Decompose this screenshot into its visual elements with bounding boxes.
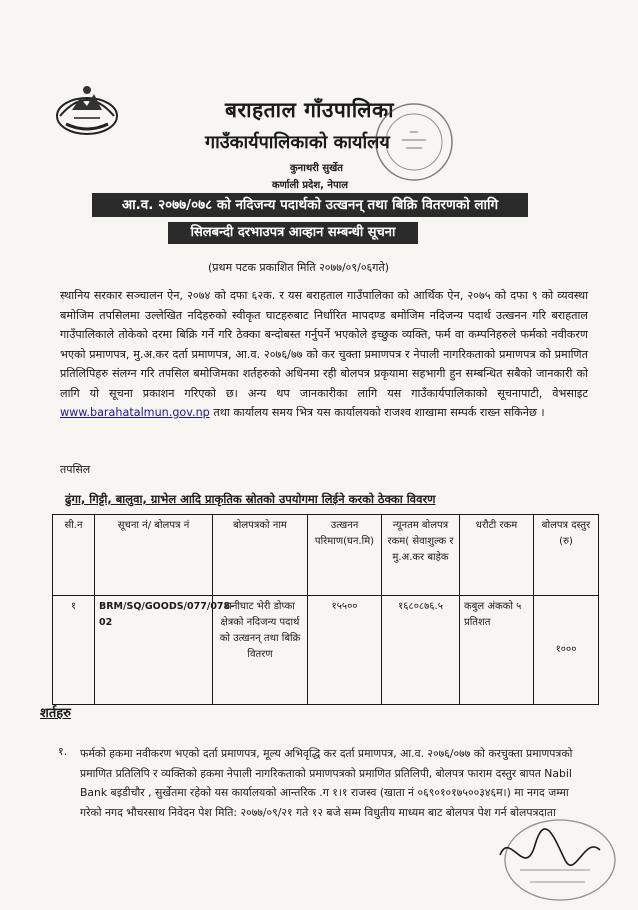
terms-title: शर्तहरु — [40, 706, 71, 721]
address-line-2: कर्णाली प्रदेश, नेपाल — [272, 180, 349, 191]
body-text-part-2: तथा कार्यालय समय भित्र यस कार्यालयको राजश्व शाखामा सम्पर्क राख्न सकिनेछ । — [213, 406, 545, 419]
header-fee: बोलपत्र दस्तुर (रु) — [534, 515, 599, 596]
cell-fee: १००० — [534, 596, 599, 705]
header-min-rate: न्यूनतम बोलपत्र रकम( सेवाशुल्क र मु.अ.कर बाहेक — [382, 515, 460, 596]
header-sn: सी.न — [53, 515, 95, 596]
header-name: बोलपत्रको नाम — [213, 515, 308, 596]
office-name: गाउँकार्यपालिकाको कार्यालय — [205, 132, 390, 153]
notice-title-line-2: सिलबन्दी दरभाउपत्र आव्हान सम्बन्धी सूचना — [168, 222, 418, 244]
website-link[interactable]: www.barahatalmun.gov.np — [60, 406, 210, 419]
cell-min-rate: १६८०८७६.५ — [382, 596, 460, 705]
publication-date: (प्रथम पटक प्रकाशित मिति २०७७/०९/०६गते) — [208, 261, 390, 274]
cell-guarantee: कबुल अंकको ५ प्रतिशत — [460, 596, 534, 705]
body-text-part-1: स्थानिय सरकार सञ्चालन ऐन, २०७४ को दफा ६२क. र यस बराहताल गाउँपालिका को आर्थिक ऐन, २०७५ को दफा ९ को व्यवस्था बमोजिम तपसिलमा उल्लेखित नदिहरुको स्वीकृत घाटहरुबाट निर्धारित मापदण्ड बमोजिम नदिजन्य पदार्थ उत्खनन गरि बराहताल गाउँपालिकाले तोकेको दरमा बिक्रि गर्ने गरि ठेक्का बन्दोबस्त गर्नुपर्ने भएकोले इच्छुक व्यक्ति, फर्म वा कम्पनिहरुले फर्मको नवीकरण भएको प्रमाणपत्र, मु.अ.कर दर्ता प्रमाणपत्र, आ.व. २०७६/७७ को कर चुक्ता प्रमाणपत्र र नेपाली नागरिकताको प्रमाणपत्र को प्रमाणित प्रतिलिपिहरु संलग्न गरि तपसिल बमोजिमका शर्तहरुको अधिनमा रही बोलपत्र प्रकृयामा सहभागी हुन सम्बन्धित सबैको जानकारी को लागि यो सूचना प्रकाशन गरिएको छ। अन्य थप जानकारीका लागि यस गाउँकार्यपालिकाको सूचनापाटी, वेभसाइट — [60, 289, 588, 400]
cell-name: रानीघाट भेरी डोप्का क्षेत्रको नदिजन्य पदार्थ को उत्खनन् तथा बिक्रि वितरण — [213, 596, 308, 705]
schedule-label: तपसिल — [60, 463, 91, 476]
table-header-row — [53, 515, 599, 596]
cell-ref: BRM/SQ/GOODS/077/078-02 — [95, 596, 213, 705]
table-caption: ढुंगा, गिट्टी, बालुवा, ग्राभेल आदि प्राकृतिक स्रोतको उपयोगमा लिईने करको ठेक्का विवरण — [65, 492, 436, 506]
signature-stamp-icon — [480, 800, 620, 910]
header-guarantee: धरौटी रकम — [460, 515, 534, 596]
org-name: बराहताल गाँउपालिका — [225, 98, 395, 122]
term-number: १. — [58, 745, 68, 758]
notice-body — [60, 286, 588, 423]
notice-title-line-1: आ.व. २०७७/०७८ को नदिजन्य पदार्थको उत्खनन् तथा बिक्रि वितरणको लागि — [92, 193, 528, 217]
cell-sn: १ — [53, 596, 95, 705]
header-ref: सूचना नं/ बोलपत्र नं — [95, 515, 213, 596]
address-line-1: कुनाथरी सुर्खेत — [290, 163, 344, 174]
header-quantity: उत्खनन परिमाण(घन.मि) — [308, 515, 382, 596]
table-row — [53, 596, 599, 705]
office-stamp-icon — [372, 100, 456, 184]
cell-quantity: १५५०० — [308, 596, 382, 705]
nepal-emblem-icon — [52, 80, 122, 138]
tender-table — [52, 514, 599, 705]
term-text: फर्मको हकमा नवीकरण भएको दर्ता प्रमाणपत्र, मूल्य अभिवृद्धि कर दर्ता प्रमाणपत्र, आ.व. २०७६/०७७ को करचुक्ता प्रमाणपत्रको प्रमाणित प्रतिलिपि र व्यक्तिको हकमा नेपाली नागरिकताको प्रमाणपत्रको प्रमाणित प्रतिलिपी, बोलपत्र फाराम दस्तुर बापत Nabil Bank बइडीचौर , सुर्खेतमा रहेको यस कार्यालयको आन्तरिक .ग १।१ राजस्व (खाता नं ०६९०१०१७५००३४६म।) मा नगद जम्मा गरेको नगद भौचरसाथ निवेदन पेश मिति: २०७७/०९/२१ गते १२ बजे सम्म विधुतीय माध्यम बाट बोलपत्र पेश गर्न बोलपत्रदाता — [80, 747, 573, 819]
